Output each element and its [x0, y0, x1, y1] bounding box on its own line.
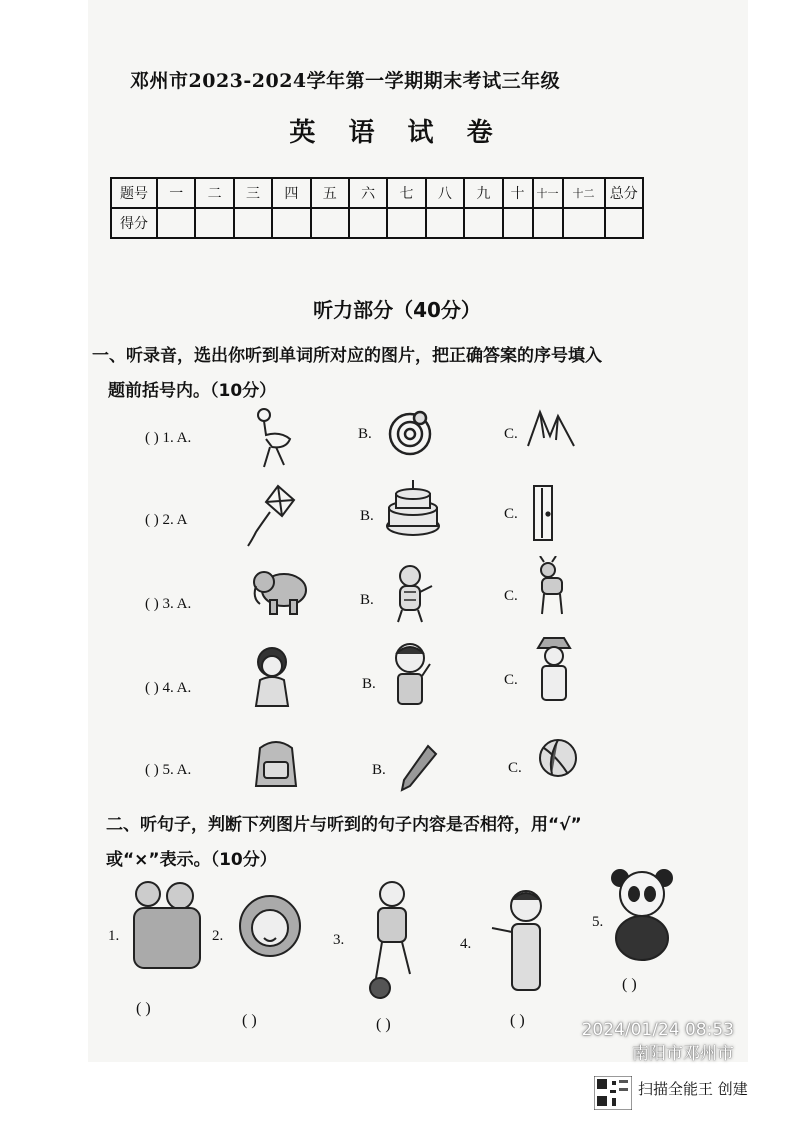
photo-timestamp [582, 1018, 734, 1066]
mountains-icon [526, 408, 576, 448]
part2-instruction-cont: 或“×”表示。（10分） [106, 850, 277, 870]
door-icon [530, 484, 556, 542]
score-cell[interactable] [311, 208, 349, 238]
item-3-option-b: B. [360, 592, 374, 608]
item-2-label: ( ) 2. A [145, 512, 188, 528]
col-header: 四 [272, 178, 310, 208]
girl-icon [248, 644, 296, 710]
col-header: 一 [157, 178, 195, 208]
qr-code-icon [594, 1076, 632, 1110]
score-cell[interactable] [157, 208, 195, 238]
col-header: 五 [311, 178, 349, 208]
item-2-option-b: B. [360, 508, 374, 524]
stamp-location: 南阳市邓州市 [632, 1044, 734, 1064]
item-3-option-c: C. [504, 588, 518, 604]
man-with-hat-icon [534, 634, 574, 704]
item-4-label: ( ) 4. A. [145, 680, 192, 696]
score-cell[interactable] [195, 208, 233, 238]
tiger-icon [388, 562, 436, 624]
part1-instruction: 一、听录音，选出你听到单词所对应的图片，把正确答案的序号填入 [92, 346, 602, 366]
row-label: 得分 [111, 208, 157, 238]
panda-icon [604, 864, 684, 964]
deer-icon [534, 556, 570, 616]
score-cell[interactable] [234, 208, 272, 238]
picture-4-answer[interactable]: ( ) [510, 1012, 525, 1029]
row-label: 题号 [111, 178, 157, 208]
item-5-option-c: C. [508, 760, 522, 776]
elephant-icon [250, 564, 310, 618]
col-header: 二 [195, 178, 233, 208]
pencil-icon [398, 742, 438, 794]
col-header: 十 [503, 178, 533, 208]
item-4-option-b: B. [362, 676, 376, 692]
part1-instruction-cont: 题前括号内。（10分） [108, 381, 277, 401]
subject-title: 英 语 试 卷 [289, 118, 505, 148]
item-1-option-c: C. [504, 426, 518, 442]
exam-title: 邓州市2023-2024学年第一学期期末考试三年级 [130, 70, 561, 92]
part2-instruction: 二、听句子，判断下列图片与听到的句子内容是否相符，用“√” [106, 815, 582, 835]
col-header: 九 [464, 178, 502, 208]
picture-5-number: 5. [592, 914, 604, 930]
item-2-option-c: C. [504, 506, 518, 522]
football-player-icon [356, 878, 430, 1002]
score-cell[interactable] [533, 208, 563, 238]
col-header: 三 [234, 178, 272, 208]
score-table [110, 177, 644, 239]
score-cell[interactable] [387, 208, 425, 238]
col-header: 八 [426, 178, 464, 208]
picture-3-answer[interactable]: ( ) [376, 1016, 391, 1033]
col-header: 六 [349, 178, 387, 208]
score-cell[interactable] [605, 208, 643, 238]
picture-5-answer[interactable]: ( ) [622, 976, 637, 993]
col-header: 七 [387, 178, 425, 208]
ostrich-icon [250, 405, 300, 469]
score-cell[interactable] [503, 208, 533, 238]
scanner-app-credit: 扫描全能王 创建 [638, 1080, 748, 1098]
backpack-icon [250, 736, 302, 790]
col-header: 十一 [533, 178, 563, 208]
item-3-label: ( ) 3. A. [145, 596, 192, 612]
col-header: 总分 [605, 178, 643, 208]
score-cell[interactable] [464, 208, 502, 238]
picture-2-answer[interactable]: ( ) [242, 1012, 257, 1029]
item-1-label: ( ) 1. A. [145, 430, 192, 446]
picture-1-answer[interactable]: ( ) [136, 1000, 151, 1017]
cake-icon [384, 478, 442, 540]
score-cell[interactable] [349, 208, 387, 238]
boy-icon [388, 640, 434, 710]
score-table-header-row [111, 178, 643, 208]
ball-icon [538, 736, 578, 780]
score-cell[interactable] [563, 208, 605, 238]
listening-heading: 听力部分（40分） [313, 298, 481, 322]
item-4-option-c: C. [504, 672, 518, 688]
item-5-label: ( ) 5. A. [145, 762, 192, 778]
picture-1-number: 1. [108, 928, 120, 944]
score-cell[interactable] [272, 208, 310, 238]
kite-icon [242, 482, 298, 550]
picture-4-number: 4. [460, 936, 472, 952]
stamp-datetime: 2024/01/24 08:53 [581, 1020, 734, 1040]
picture-3-number: 3. [333, 932, 345, 948]
item-5-option-b: B. [372, 762, 386, 778]
picture-2-number: 2. [212, 928, 224, 944]
item-1-option-b: B. [358, 426, 372, 442]
snake-icon [384, 408, 438, 460]
family-icon [128, 876, 206, 974]
waving-boy-icon [482, 884, 560, 1000]
score-cell[interactable] [426, 208, 464, 238]
score-table-score-row [111, 208, 643, 238]
lion-icon [234, 890, 312, 972]
col-header: 十二 [563, 178, 605, 208]
